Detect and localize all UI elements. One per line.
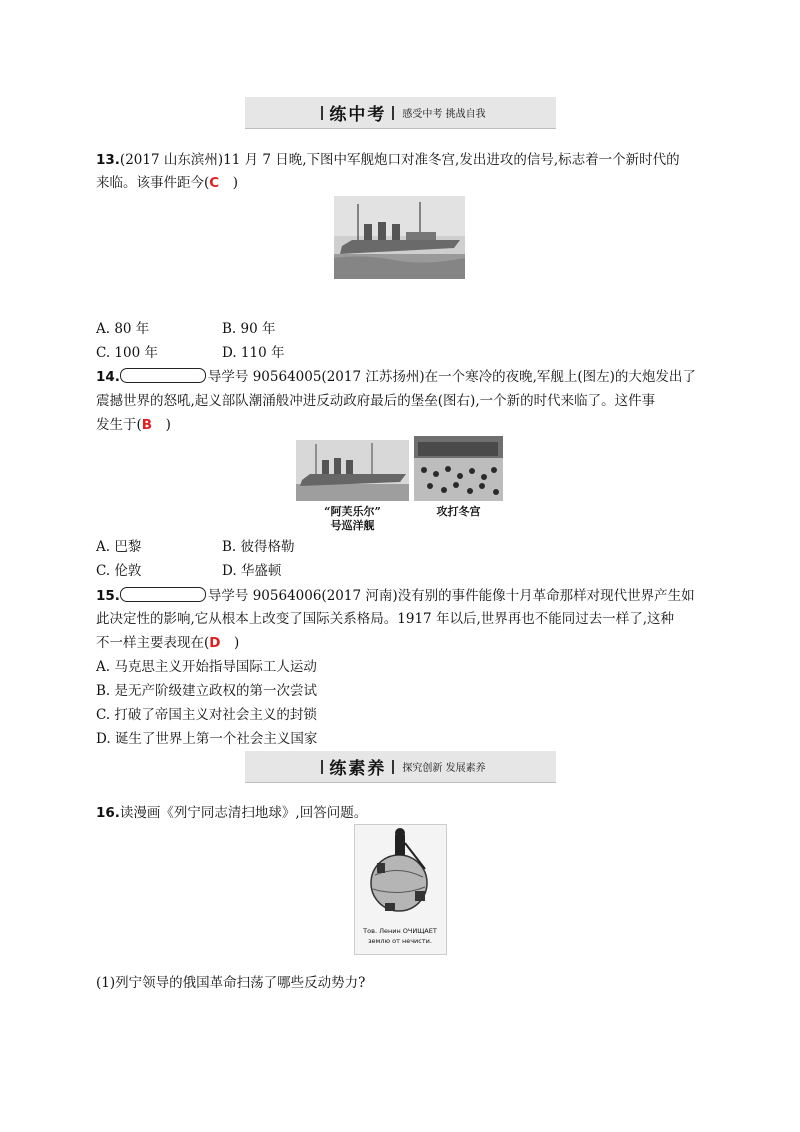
guide-tag-box [120, 587, 206, 602]
answer-mark: B [141, 417, 153, 433]
storming-winter-palace-photo [414, 436, 503, 501]
answer-mark: D [209, 635, 221, 651]
section-banner-literacy [245, 751, 556, 783]
q15-line1: 15. 导学号 90564006(2017 河南)没有别的事件能像十月革命那样对现代世界产生如 [96, 588, 695, 604]
q15-option-a: A. 马克思主义开始指导国际工人运动 [96, 659, 317, 675]
q16-line1: 16.读漫画《列宁同志清扫地球》,回答问题。 [96, 805, 368, 821]
q15-option-d: D. 诞生了世界上第一个社会主义国家 [96, 731, 318, 747]
q14-option-a: A. 巴黎 [96, 539, 142, 555]
q16-subquestion-1: (1)列宁领导的俄国革命扫荡了哪些反动势力? [96, 975, 366, 991]
banner-divider [321, 760, 323, 774]
section-banner-exam [245, 97, 556, 129]
section-subtitle: 感受中考 挑战自我 [402, 109, 486, 120]
poster-caption-line2: землю от нечисти. [368, 937, 432, 945]
q13-option-d: D. 110 年 [222, 345, 285, 361]
caption-aurora: “阿芙乐尔” 号巡洋舰 [324, 505, 381, 532]
section-title: 练中考 [329, 105, 387, 125]
question-number: 16. [96, 805, 120, 821]
q14-line1: 14. 导学号 90564005(2017 江苏扬州)在一个寒冷的夜晚,军舰上(图左)的大炮发出了 [96, 369, 696, 385]
q14-line3: 发生于(B ) [96, 417, 171, 433]
q15-line3: 不一样主要表现在(D ) [96, 635, 240, 651]
guide-tag-box [120, 368, 206, 383]
q15-option-c: C. 打破了帝国主义对社会主义的封锁 [96, 707, 317, 723]
section-title: 练素养 [329, 759, 387, 779]
option-a: A. 80 年 [96, 321, 150, 337]
q14-line2: 震撼世界的怒吼,起义部队潮涌般冲进反动政府最后的堡垒(图右),一个新的时代来临了。这件事 [96, 393, 656, 409]
q14-option-d: D. 华盛顿 [222, 563, 282, 579]
q14-option-b: B. 彼得格勒 [222, 539, 295, 555]
lenin-cartoon-poster [354, 824, 447, 955]
banner-divider [392, 760, 394, 774]
q15-option-b: B. 是无产阶级建立政权的第一次尝试 [96, 683, 318, 699]
cruiser-photo [334, 196, 465, 279]
q14-option-c: C. 伦敦 [96, 563, 142, 579]
question-number: 13. [96, 152, 120, 168]
q13-option-c: C. 100 年 [96, 345, 158, 361]
q13-options-row1 [96, 320, 149, 338]
banner-divider [392, 106, 394, 120]
section-subtitle: 探究创新 发展素养 [402, 763, 486, 774]
q13-line1: 13.(2017 山东滨州)11 月 7 日晚,下图中军舰炮口对准冬宫,发出进攻的信号,标志着一个新时代的 [96, 152, 680, 168]
question-number: 14. [96, 369, 120, 385]
answer-mark: C [209, 175, 220, 191]
caption-winter-palace: 攻打冬宫 [436, 505, 481, 518]
q13-option-b: B. 90 年 [222, 321, 276, 337]
poster-caption-line1: Тов. Ленин ОЧИЩАЕТ [363, 927, 437, 935]
question-number: 15. [96, 588, 120, 604]
q13-line2: 来临。该事件距今(C ) [96, 175, 238, 191]
banner-divider [321, 106, 323, 120]
aurora-cruiser-photo [296, 440, 409, 501]
q15-line2: 此决定性的影响,它从根本上改变了国际关系格局。1917 年以后,世界再也不能同过去一样了,这种 [96, 611, 675, 627]
